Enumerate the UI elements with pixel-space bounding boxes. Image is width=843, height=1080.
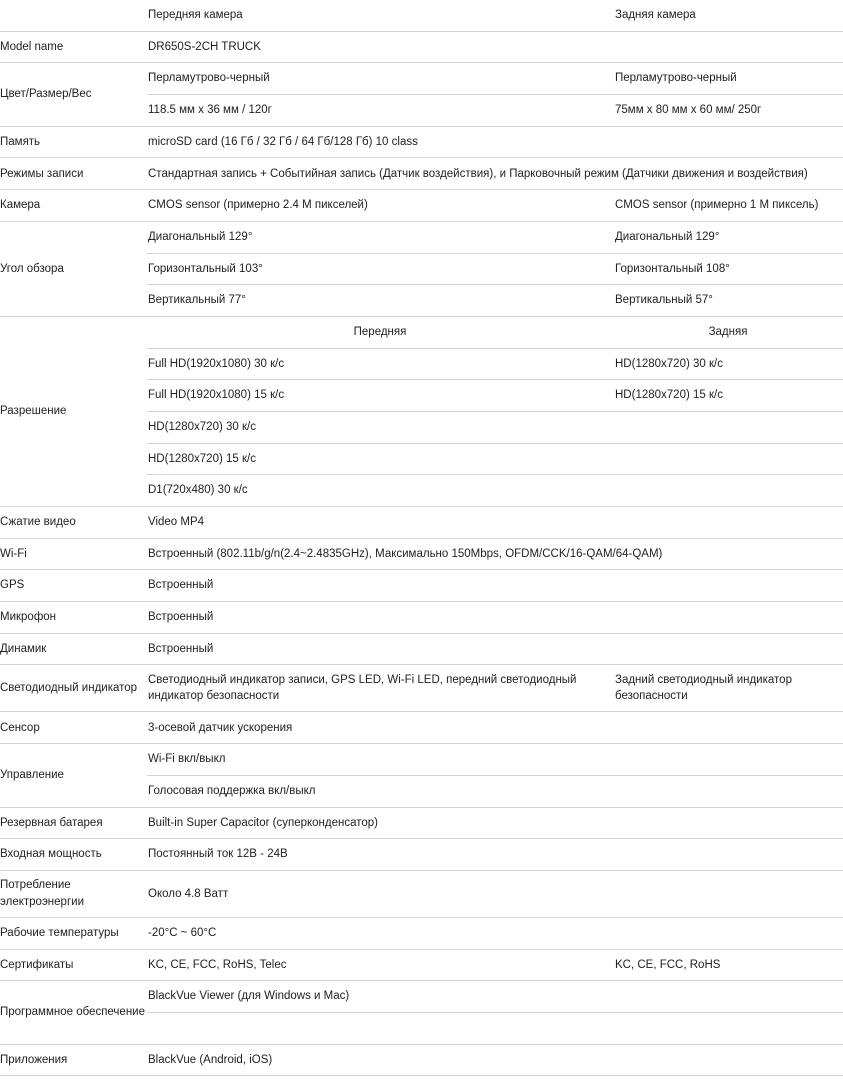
row-value-rear: HD(1280x720) 15 к/с [614, 380, 843, 412]
header-rear: Задняя камера [614, 0, 843, 31]
row-label: Камера [0, 190, 147, 222]
table-row [0, 63, 843, 95]
row-value: HD(1280x720) 30 к/с [147, 411, 614, 443]
row-label: Приложения [0, 1044, 147, 1076]
table-row [0, 633, 843, 665]
row-value: Голосовая поддержка вкл/выкл [147, 775, 843, 807]
row-value: Перламутрово-черный [147, 63, 614, 95]
row-value: Диагональный 129° [147, 221, 614, 253]
row-value: microSD card (16 Гб / 32 Гб / 64 Гб/128 Гб) 10 class [147, 126, 843, 158]
row-label: Память [0, 126, 147, 158]
row-label: Рабочие температуры [0, 917, 147, 949]
row-label: Цвет/Размер/Вес [0, 63, 147, 126]
row-value-rear: Горизонтальный 108° [614, 253, 843, 285]
table-row [0, 31, 843, 63]
row-label: Режимы записи [0, 158, 147, 190]
row-value-rear: Задний светодиодный индикатор безопасности [614, 665, 843, 712]
row-value-rear: 75мм x 80 мм x 60 мм/ 250г [614, 95, 843, 127]
row-value: DR650S-2CH TRUCK [147, 31, 843, 63]
row-label: Model name [0, 31, 147, 63]
row-value: HD(1280x720) 15 к/с [147, 443, 614, 475]
row-value: -20°C ~ 60°C [147, 917, 843, 949]
row-label: Разрешение [0, 316, 147, 506]
header-front: Передняя камера [147, 0, 614, 31]
row-value-rear: HD(1280x720) 30 к/с [614, 348, 843, 380]
row-value: Full HD(1920x1080) 30 к/с [147, 348, 614, 380]
row-value-rear [614, 475, 843, 507]
row-label: Резервная батарея [0, 807, 147, 839]
row-value-rear: Перламутрово-черный [614, 63, 843, 95]
subheader-rear: Задняя [614, 316, 843, 348]
row-value: Встроенный (802.11b/g/n(2.4~2.4835GHz), Максимально 150Mbps, OFDM/CCK/16-QAM/64-QAM) [147, 538, 843, 570]
table-header [0, 0, 843, 31]
table-row [0, 570, 843, 602]
row-value: CMOS sensor (примерно 2.4 M пикселей) [147, 190, 614, 222]
row-value-empty [147, 1012, 843, 1044]
row-value: Стандартная запись + Событийная запись (Датчик воздействия), и Парковочный режим (Датчики движения и воздействия) [147, 158, 843, 190]
row-label: Светодиодный индикатор [0, 665, 147, 712]
row-value: Video MP4 [147, 507, 843, 539]
table-row [0, 221, 843, 253]
row-value-rear: KC, CE, FCC, RoHS [614, 949, 843, 981]
row-label: Микрофон [0, 602, 147, 634]
row-label: Wi-Fi [0, 538, 147, 570]
row-value: Постоянный ток 12В - 24В [147, 839, 843, 871]
row-label: GPS [0, 570, 147, 602]
row-value: Светодиодный индикатор записи, GPS LED, Wi-Fi LED, передний светодиодный индикатор безопасности [147, 665, 614, 712]
row-value: KC, CE, FCC, RoHS, Telec [147, 949, 614, 981]
table-row [0, 158, 843, 190]
table-row [0, 839, 843, 871]
table-row [0, 981, 843, 1013]
row-value: Вертикальный 77° [147, 285, 614, 317]
row-value: BlackVue (Android, iOS) [147, 1044, 843, 1076]
row-value: Full HD(1920x1080) 15 к/с [147, 380, 614, 412]
table-row [0, 807, 843, 839]
row-value: Built-in Super Capacitor (суперконденсатор) [147, 807, 843, 839]
row-label: Программное обеспечение [0, 981, 147, 1044]
row-value: Встроенный [147, 570, 843, 602]
row-value-rear: CMOS sensor (примерно 1 M пиксель) [614, 190, 843, 222]
row-label: Сжатие видео [0, 507, 147, 539]
table-row [0, 712, 843, 744]
row-value-rear [614, 411, 843, 443]
row-value: Около 4.8 Ватт [147, 870, 843, 917]
row-value: Встроенный [147, 602, 843, 634]
header-empty [0, 0, 147, 31]
table-row [0, 665, 843, 712]
subheader-front: Передняя [147, 316, 614, 348]
row-value-rear [614, 443, 843, 475]
row-value: Встроенный [147, 633, 843, 665]
table-row [0, 1044, 843, 1076]
row-label: Сенсор [0, 712, 147, 744]
table-row [0, 870, 843, 917]
row-label: Угол обзора [0, 221, 147, 316]
table-row [0, 507, 843, 539]
table-row [0, 538, 843, 570]
row-value: 3-осевой датчик ускорения [147, 712, 843, 744]
row-value-rear: Диагональный 129° [614, 221, 843, 253]
row-label: Потребление электроэнергии [0, 870, 147, 917]
table-row [0, 316, 843, 348]
row-value: D1(720x480) 30 к/с [147, 475, 614, 507]
row-label: Управление [0, 744, 147, 807]
table-row [0, 190, 843, 222]
table-row [0, 126, 843, 158]
table-row [0, 602, 843, 634]
row-label: Сертификаты [0, 949, 147, 981]
row-label: Входная мощность [0, 839, 147, 871]
row-value: Горизонтальный 103° [147, 253, 614, 285]
row-value: 118.5 мм x 36 мм / 120г [147, 95, 614, 127]
row-value: Wi-Fi вкл/выкл [147, 744, 843, 776]
row-label: Динамик [0, 633, 147, 665]
table-row [0, 949, 843, 981]
row-value-rear: Вертикальный 57° [614, 285, 843, 317]
table-row [0, 744, 843, 776]
row-value: BlackVue Viewer (для Windows и Mac) [147, 981, 843, 1013]
table-row [0, 917, 843, 949]
